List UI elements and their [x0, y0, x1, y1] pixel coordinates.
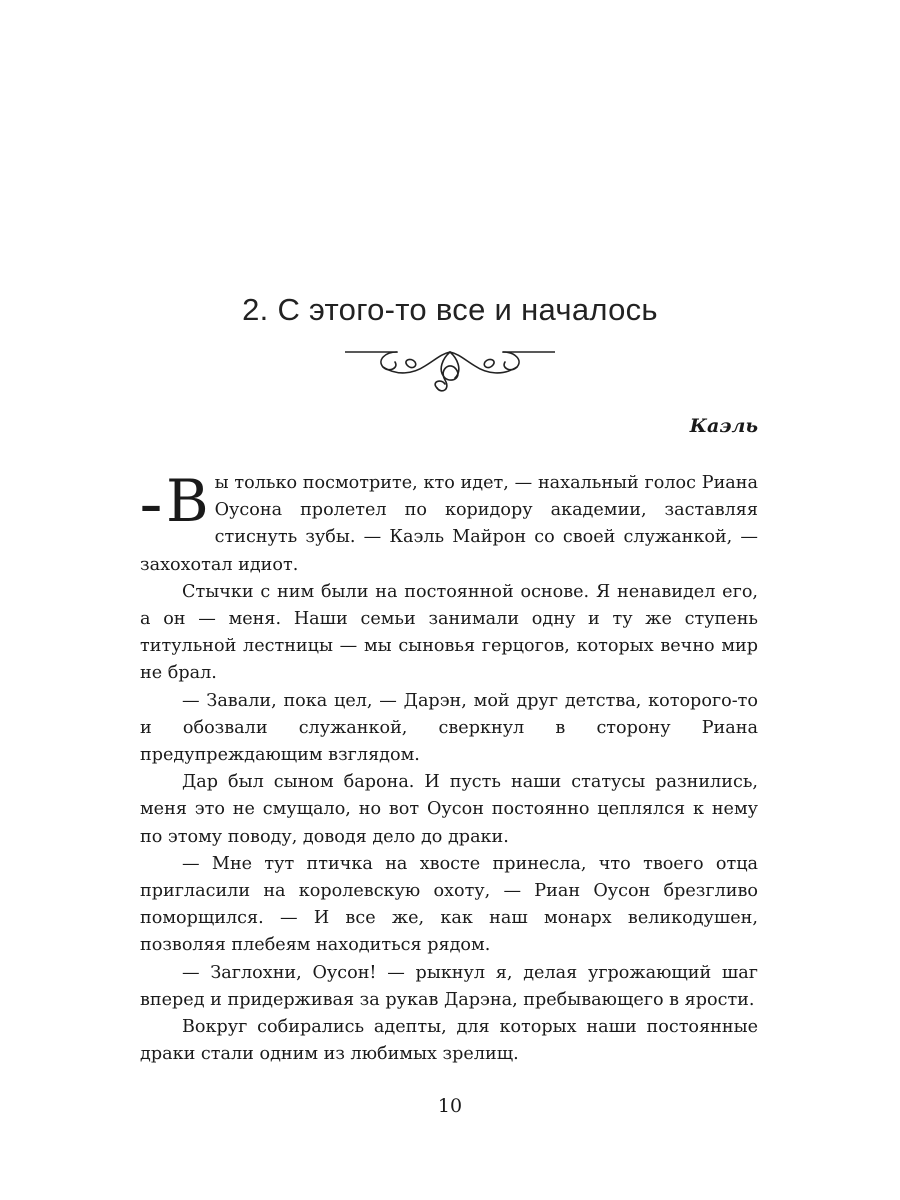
paragraph-5: — Мне тут птичка на хвосте принесла, что твоего отца пригласили на королевскую охоту, — Риан Оусон брезгливо поморщился. — И все же, как наш монарх великодушен, позволяя плебеям находиться рядом. [140, 853, 758, 956]
paragraph-6: — Заглохни, Оусон! — рыкнул я, делая угрожающий шаг вперед и придерживая за рукав Дарэна, пребывающего в ярости. [140, 962, 758, 1010]
dropcap-letter: В [166, 467, 209, 535]
paragraph-4: Дар был сыном барона. И пусть наши статусы разнились, меня это не смущало, но вот Оусон постоянно цеплялся к нему по этому поводу, доводя дело до драки. [140, 772, 758, 847]
paragraph-3: — Завали, пока цел, — Дарэн, мой друг детства, которого-то и обозвали служанкой, сверкнул в сторону Риана предупреждающим взглядом. [140, 690, 758, 766]
page-number: 10 [437, 1095, 463, 1117]
paragraph-2: Стычки с ним были на постоянной основе. Я ненавидел его, а он — меня. Наши семьи занимали одну и ту же ступень титульной лестницы — мы сыновья герцогов, которых вечно мир не брал. [140, 581, 758, 684]
paragraph-7: Вокруг собирались адепты, для которых наши постоянные драки стали одним из любимых зрелищ. [140, 1017, 758, 1065]
ornament-flourish-icon [345, 340, 555, 396]
dropcap-dash: – [140, 480, 162, 531]
paragraph-text: ы только посмотрите, кто идет, — нахальный голос Риана Оусона пролетел по коридору академии, заставляя стиснуть зубы. — Каэль Майрон со своей служанкой, — захохотал идиот. [140, 473, 758, 575]
pov-character-heading: Каэль [689, 415, 758, 437]
paragraph-1 [140, 467, 758, 579]
chapter-body [140, 467, 758, 1068]
chapter-title: 2. С этого-то все и началось [242, 292, 658, 327]
